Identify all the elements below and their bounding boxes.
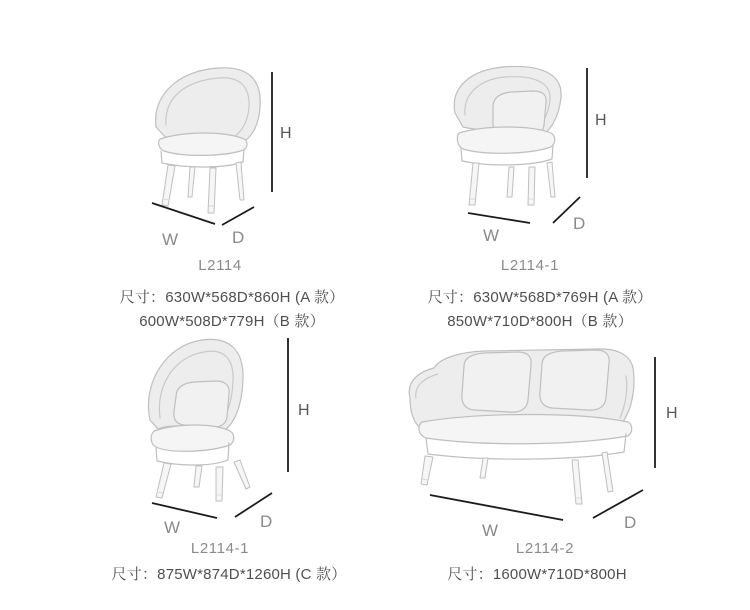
armchair-figure	[445, 55, 645, 250]
size-line: 850W*710D*800H（B 款）	[447, 313, 633, 330]
sofa-illustration	[409, 349, 634, 504]
dining-chair-figure	[130, 55, 340, 255]
size-line: 尺寸：630W*568D*860H (A 款）	[119, 289, 345, 306]
product-code: L2114	[198, 257, 242, 274]
width-dimension-line	[468, 213, 530, 223]
product-code: L2114-1	[500, 257, 560, 274]
depth-label: D	[573, 214, 586, 233]
product-sizes	[390, 286, 690, 334]
width-label: W	[164, 518, 181, 537]
product-code: L2114-1	[190, 540, 250, 557]
size-line: 尺寸：875W*874D*1260H (C 款）	[111, 566, 347, 583]
product-code: L2114-2	[515, 540, 575, 557]
sofa-figure	[400, 338, 700, 540]
armchair-illustration	[454, 66, 561, 205]
width-dimension-line	[152, 203, 215, 224]
height-label: H	[280, 125, 292, 142]
lounge-chair-illustration	[148, 339, 250, 501]
width-dimension-line	[152, 503, 217, 518]
height-label: H	[298, 402, 310, 419]
depth-label: D	[232, 228, 245, 247]
dining-chair-illustration	[156, 68, 261, 213]
depth-label: D	[260, 512, 273, 531]
depth-dimension-line	[222, 207, 254, 225]
width-dimension-line	[430, 495, 563, 520]
product-sizes	[79, 563, 379, 587]
width-label: W	[482, 521, 499, 540]
size-line: 尺寸：630W*568D*769H (A 款）	[427, 289, 653, 306]
height-label: H	[595, 112, 607, 129]
width-label: W	[162, 230, 179, 249]
size-line: 600W*508D*779H（B 款）	[139, 313, 325, 330]
width-label: W	[483, 226, 500, 245]
size-line: 尺寸：1600W*710D*800H	[447, 566, 627, 583]
product-sizes	[82, 286, 382, 334]
lounge-chair-figure	[118, 335, 328, 537]
height-label: H	[666, 405, 678, 422]
depth-label: D	[624, 513, 637, 532]
product-sizes	[387, 563, 687, 587]
